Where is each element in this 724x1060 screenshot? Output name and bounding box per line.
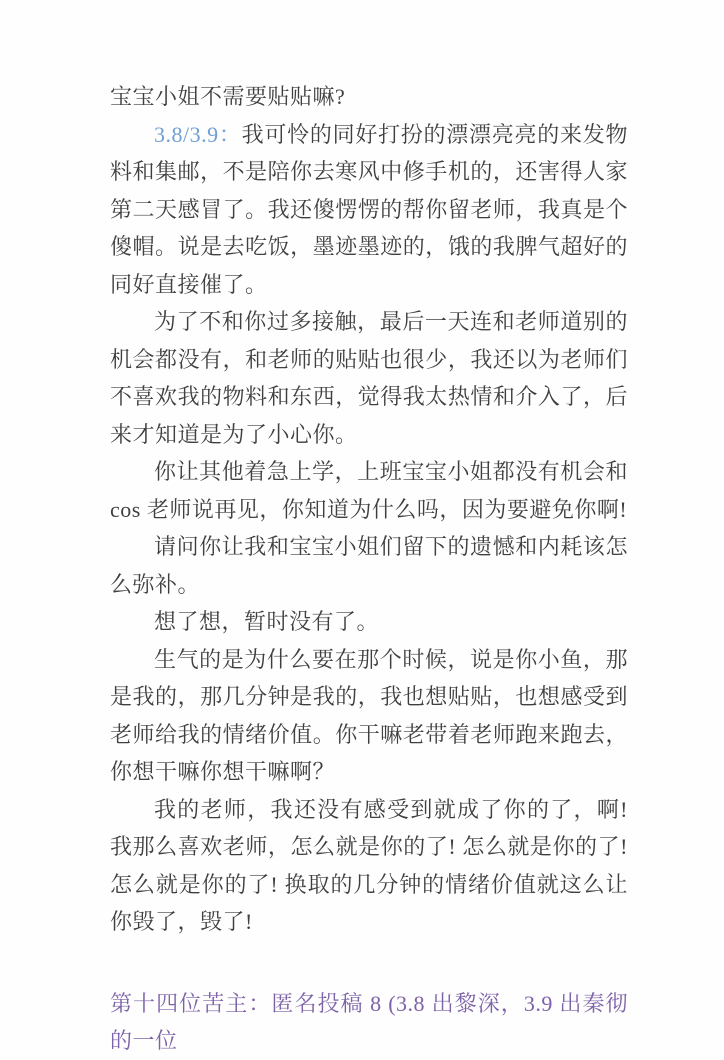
footer-attribution-line: 第十四位苦主：匿名投稿 8 (3.8 出黎深，3.9 出秦彻的一位 xyxy=(110,990,628,1053)
paragraph-text: 我可怜的同好打扮的漂漂亮亮的来发物料和集邮，不是陪你去寒风中修手机的，还害得人家第二天感冒了。我还傻愣愣的帮你留老师，我真是个傻帽。说是去吃饭，墨迹墨迹的，饿的我脾气超好的同好直接催了。 xyxy=(110,121,628,297)
paragraph: 我的老师，我还没有感受到就成了你的了，啊! 我那么喜欢老师，怎么就是你的了! 怎么就是你的了! 怎么就是你的了! 换取的几分钟的情绪价值就这么让你毁了，毁了! xyxy=(110,796,628,934)
paragraph: 生气的是为什么要在那个时候，说是你小鱼，那是我的，那几分钟是我的，我也想贴贴，也想感受到老师给我的情绪价值。你干嘛老带着老师跑来跑去，你想干嘛你想干嘛啊？ xyxy=(110,646,628,784)
paragraph: 想了想，暂时没有了。 xyxy=(154,609,380,634)
paragraph-intro: 宝宝小姐不需要贴贴嘛? xyxy=(110,84,346,109)
article-body xyxy=(110,78,628,1060)
paragraph: 为了不和你过多接触，最后一天连和老师道别的机会都没有，和老师的贴贴也很少，我还以为老师们不喜欢我的物料和东西，觉得我太热情和介入了，后来才知道是为了小心你。 xyxy=(110,309,628,447)
date-label: 3.8/3.9： xyxy=(154,121,242,147)
paragraph: 请问你让我和宝宝小姐们留下的遗憾和内耗该怎么弥补。 xyxy=(110,534,628,597)
paragraph-dated xyxy=(110,116,628,304)
paragraph: 你让其他着急上学，上班宝宝小姐都没有机会和 cos 老师说再见，你知道为什么吗，因为要避免你啊! xyxy=(110,459,628,522)
